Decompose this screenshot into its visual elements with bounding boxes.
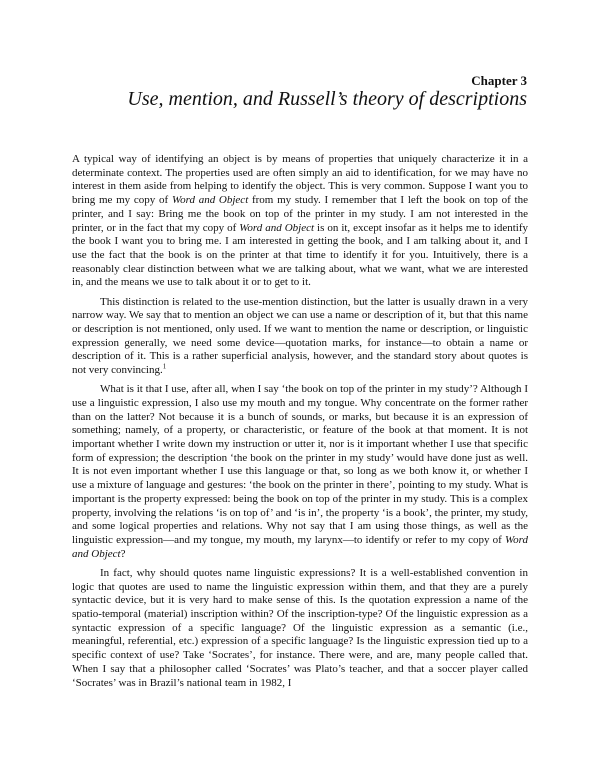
- italic-title: Word and Object: [171, 194, 249, 207]
- chapter-number: Chapter 3: [471, 73, 527, 88]
- body-text: [72, 153, 528, 696]
- paragraph-4: In fact, why should quotes name linguistic expressions? It is a well-established convention in logic that quotes are used to name the linguistic expression within them, and that they are a purely syntactic device, but it is very hard to make sense of this. Is the quotation expression a name of the spatio-temporal (material) inscription within? Of the inscription-type? Of the linguistic expression as a syntactic expression of a specific language? Of the linguistic expression as a semantic (i.e., meaningful, referential, etc.) expression of a specific language? Is the linguistic expression tied up to a specific context of use? Take ‘Socrates’, for instance. There were, and are, many people called that. When I say that a philosopher called ‘Socrates’ was Plato’s teacher, and that a soccer player called ‘Socrates’ was in Brazil’s national team in 1982, I: [72, 566, 528, 689]
- paragraph-1: A typical way of identifying an object is by means of properties that uniquely characterize it in a determinate context. The properties used are often simply an aid to identification, for we may have no interest in them aside from helping to identify the object. This is very common. Suppose I want you to bring me my copy of Word and Object from my study. I remember that I left the book on top of the printer, and I say: Bring me the book on top of the printer in my study. I am not interested in the printer, or in the fact that my copy of Word and Object is on it, except insofar as it helps me to identify the book I want you to bring me. I am interested in getting the book, and I am talking about it, and I use the fact that the book is on the printer at that time to identify it for you. Intuitively, there is a reasonably clear distinction between what we are talking about, what we want, what we are interested in, and the means we use to talk about it or to get to it.: [72, 153, 528, 289]
- paragraph-3: What is it that I use, after all, when I say ‘the book on top of the printer in my study’? Although I use a linguistic expression, I also use my mouth and my tongue. Why concentrate on the former rather than on the latter? Not because it is a bunch of sounds, or marks, but because it is an expression of something; namely, of a property, or characteristic, or feature of the book at that moment. It is not important whether I write down my instruction or utter it, nor is it important whether I use that specific form of expression; the description ‘the book on the printer in my study’ would have done just as well. It is not even important whether I use this language or that, so long as we both know it, or whether I use a mixture of language and gestures: ‘the book on the printer in there’, pointing to my study. What is important is the property expressed: being the book on top of the printer in my study. This is a complex property, involving the relations ‘is on top of’ and ‘is in’, the property ‘is a book’, the printer, my study, and some logical properties and relations. Why not say that I am using those things, as well as the linguistic expression—and my tongue, my mouth, my larynx—to identify or refer to my copy of Word and Object?: [72, 383, 528, 560]
- italic-title: Word and Object: [72, 533, 528, 560]
- chapter-title: Use, mention, and Russell’s theory of descriptions: [127, 88, 527, 110]
- italic-title: Word and Object: [239, 221, 315, 234]
- footnote-marker[interactable]: 1: [162, 362, 167, 371]
- paragraph-2: This distinction is related to the use-mention distinction, but the latter is usually drawn in a very narrow way. We say that to mention an object we can use a name or description of it, but that this name or description is not mentioned, only used. If we want to mention the name or description, or linguistic expression generally, we need some device—quotation marks, for instance—to obtain a name or description of it. This is a rather superficial analysis, however, and the standard story about quotes is not very convincing.$^1$: [72, 295, 528, 377]
